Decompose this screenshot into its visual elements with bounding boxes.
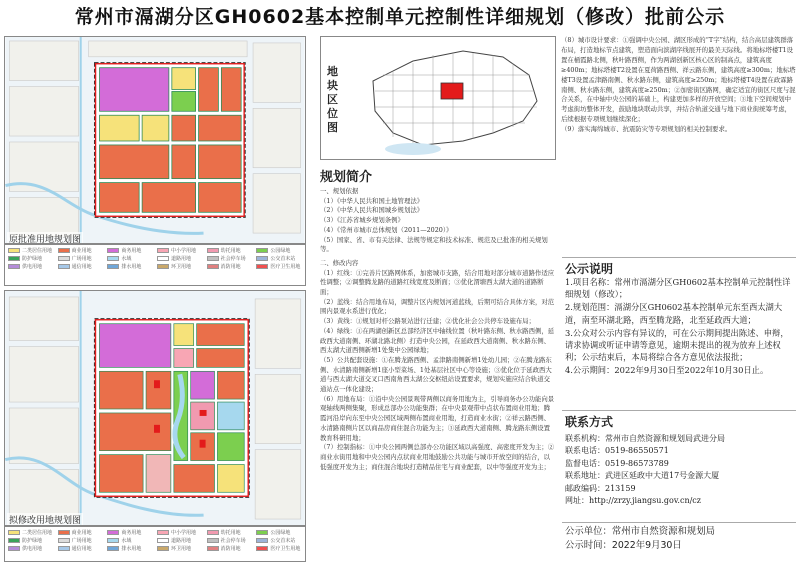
legend-item (58, 529, 104, 536)
content-heading: 二、修改内容 (320, 258, 359, 267)
legend-swatch (8, 538, 20, 543)
legend-item (8, 529, 54, 536)
commercial-block (142, 183, 195, 213)
legend-swatch (107, 248, 119, 253)
basis-item: （2）《中华人民共和国城乡规划法》 (320, 206, 424, 215)
legend-item (8, 247, 54, 254)
legend-label: 防护绿地 (22, 256, 43, 262)
legend-item (157, 537, 203, 544)
plan-summary-heading: 规划简介 (320, 170, 373, 185)
legend-swatch (58, 248, 70, 253)
residential-block (100, 115, 140, 141)
legend-label: 供电用地 (22, 264, 43, 270)
legend-label: 消防用地 (220, 264, 241, 270)
commercial-block (172, 115, 196, 141)
legend-label: 商务用地 (121, 248, 142, 254)
legend-swatch (58, 530, 70, 535)
contact-address: 联系地址：武进区延政中大道17号金源大厦 (565, 471, 720, 481)
content-item: （5）公共配套设施：①在腾龙路西侧、孟津路南侧新增1处幼儿园；②在腾龙路东侧、水清路南侧新增1座小型菜场、1处基层社区中心等设施；③优化位于延政西大道与西太湖大道交叉口西南角西太湖公交枢纽站设置要求，规划实施应结合轨道交通站点一体化建设； (320, 355, 552, 394)
legend-label: 排水用地 (121, 546, 142, 552)
basis-item: （4）《常州市城市总体规划（2011—2020）》 (320, 225, 453, 234)
signature (565, 525, 795, 553)
legend-label: 幼托用地 (220, 530, 241, 536)
commercial-block (99, 371, 143, 409)
legend-item (107, 263, 153, 270)
legend-label: 防护绿地 (22, 538, 43, 544)
proposed-map-caption: 拟修改用地规划图 (7, 513, 83, 526)
publisher: 公示单位：常州市自然资源和规划局 (565, 526, 716, 537)
proposed-map-graphic (5, 291, 305, 525)
legend-item (207, 537, 253, 544)
legend-item (157, 529, 203, 536)
legend-item (8, 255, 54, 262)
legend-label: 通信用地 (71, 546, 92, 552)
notice-item: 2.规划范围：滆湖分区GH0602基本控制单元东至西太湖大道，南至环湖北路，西至腾龙路，北至延政西大道； (565, 302, 783, 325)
requirement-item: （9）落实海绵城市、抗震防灾等专项规划的相关控制要求。 (561, 125, 732, 134)
legend-swatch (157, 248, 169, 253)
lake (385, 143, 441, 155)
legend-swatch (107, 530, 119, 535)
legend-item (8, 263, 54, 270)
legend-item (207, 255, 253, 262)
legend-swatch (8, 530, 20, 535)
legend-label: 医疗卫生用地 (270, 264, 301, 270)
commercial-block (199, 183, 242, 213)
legend-label: 通信用地 (71, 264, 92, 270)
commercial-block (197, 324, 245, 346)
legend-item (58, 545, 104, 552)
legend-swatch (107, 538, 119, 543)
legend-item (157, 263, 203, 270)
legend-item (107, 247, 153, 254)
legend-item (256, 247, 302, 254)
content-item: （2）蓝线：结合用地布局，调整片区内规划河道蓝线，后期可结合具体方案，对范围内景观水系进行优化； (320, 297, 555, 316)
green-block (172, 91, 196, 111)
legend-label: 中小学用地 (171, 248, 197, 254)
legend-swatch (207, 538, 219, 543)
legend-item (256, 537, 302, 544)
legend-swatch (256, 248, 268, 253)
notice-item: 3.公众对公示内容有异议的，可在公示期间提出陈述、申辩，请求协调或听证申请等意见，逾期未提出的视为放弃上述权利；公示结束后，本局将综合各方意见依法报批； (565, 327, 789, 363)
contact-website-link[interactable]: 网址：http://zrzy.jiangsu.gov.cn/cz (565, 496, 701, 506)
legend-swatch (107, 264, 119, 269)
legend-label: 道路用地 (171, 256, 192, 262)
site-location-marker (441, 83, 463, 99)
publish-date: 公示时间：2022年9月30日 (565, 540, 682, 551)
residential-block (142, 115, 169, 141)
residential-block (217, 465, 244, 493)
legend-swatch (157, 264, 169, 269)
content-item: （6）用地布局：①沿中央公园景观带两侧以商务用地为主，引导商务办公功能向景观轴线两侧集聚，形成总部办公功能集群；在中央景观带中点状布置商业用地；腾霞河沿岸向东至中央公园区域两侧布置商业用地，打造商业水街；②祥云路西侧、水清路南侧片区以商品房商住混合功能为主；③延政西大道南侧、腾龙路东侧设置教育科研用地； (320, 394, 555, 442)
proposed-land-use-map (4, 290, 306, 526)
legend-grid-2 (5, 527, 305, 554)
legend-label: 环卫用地 (171, 264, 192, 270)
green-block (217, 433, 244, 461)
legend-swatch (157, 530, 169, 535)
legend-label: 水域 (121, 256, 132, 262)
legend-swatch (207, 256, 219, 261)
contact-heading: 联系方式 (565, 415, 614, 429)
business-block (191, 371, 215, 399)
commercial-block (146, 371, 171, 409)
plan-summary (320, 166, 556, 558)
proposed-map-legend (4, 526, 306, 562)
legend-item (58, 247, 104, 254)
legend-swatch (58, 256, 70, 261)
content-item: （7）控制指标：①中央公园两侧总部办公功能区域以高强度、高密度开发为主；②商业水街用地和中央公园内点状商业用地鼓励公共功能与城市开放空间的结合，以低强度开发为主；商住混合地块打造精品住宅与商业配套，以中等强度开发为主； (320, 443, 555, 471)
legend-swatch (107, 546, 119, 551)
legend-item (107, 537, 153, 544)
legend-swatch (157, 538, 169, 543)
legend-item (157, 247, 203, 254)
legend-item (58, 263, 104, 270)
legend-swatch (256, 538, 268, 543)
legend-label: 商业用地 (71, 530, 92, 536)
legend-item (107, 529, 153, 536)
legend-label: 消防用地 (220, 546, 241, 552)
notice-item: 1.项目名称：常州市滆湖分区GH0602基本控制单元控制性详细规划（修改）； (565, 277, 791, 300)
legend-label: 公园绿地 (270, 248, 291, 254)
basis-item: （3）《江苏省城乡规划条例》 (320, 216, 404, 225)
content-item: （4）绿线：①在两湖创新区总部经济区中轴线位置（秋叶路东侧、秋水路西侧，延政西大道南侧、环湖北路北侧）打造中央公园，在延政西大道南侧、秋水路东侧、西太湖大道西侧新增1处集中公园绿地； (320, 326, 555, 355)
location-map-graphic (353, 41, 551, 157)
original-land-use-map (4, 36, 306, 244)
original-map-legend (4, 244, 306, 286)
legend-label: 商业用地 (71, 248, 92, 254)
legend-swatch (256, 546, 268, 551)
legend-grid-1 (5, 245, 305, 272)
plan-summary-body (320, 187, 556, 472)
legend-label: 二类居住用地 (22, 530, 53, 536)
legend-item (256, 545, 302, 552)
notice-item: 4.公示期间：2022年9月30日至2022年10月30日止。 (565, 365, 769, 376)
contact-org: 联系机构：常州市自然资源和规划局武进分局 (565, 434, 725, 443)
legend-label: 医疗卫生用地 (270, 546, 301, 552)
business-block (100, 68, 169, 112)
notice-heading: 公示说明 (565, 262, 614, 276)
legend-swatch (256, 264, 268, 269)
contact-body (565, 433, 795, 507)
legend-swatch (8, 546, 20, 551)
legend-label: 公交首末站 (270, 256, 296, 262)
residential-block (174, 324, 194, 346)
commercial-block (217, 371, 244, 399)
legend-label: 社会停车场 (220, 538, 246, 544)
legend-label: 排水用地 (121, 264, 142, 270)
page-title: 常州市滆湖分区GH0602基本控制单元控制性详细规划（修改）批前公示 (74, 6, 726, 28)
contact-supervision-phone: 监督电话：0519-86573789 (565, 458, 669, 468)
legend-label: 中小学用地 (171, 530, 197, 536)
legend-item (58, 255, 104, 262)
urban-design-requirements (561, 36, 796, 256)
legend-swatch (256, 530, 268, 535)
legend-item (157, 255, 203, 262)
legend-swatch (8, 256, 20, 261)
commercial-block (100, 183, 140, 213)
requirement-item: （8）城市设计要求：①强调中央公园、湖区形成的“T字”结构，结合高层建筑群落布局，打造地标节点建筑，塑造面向滨湖序线展开的最美天际线。将地标塔楼T1设置在桶霞路北侧，秋叶路西侧，作为两湖创新区核心区的制高点，建筑高度≥400m；地标塔楼T2设置在夏荷路西侧、祥云路东侧，建筑高度≥300m；地标塔楼T3设置孟津路南侧、秋水路东侧，建筑高度≥250m；地标塔楼T4设置在政霖路南侧、秋水路东侧，建筑高度≥250m；②加密街区路网，确定适宜的街区尺度与混合关系，在中轴中央公园的基础上，构建更加多样的开放空间；③地下空间规划中考虑街坊整体开发，鼓励地块联动共享，并结合轨道交通与地下商业街统筹考虑，后续根据专项规划继续深化； (561, 36, 796, 124)
content-item: （1）红线：①完善片区路网体系，加密城市支路，结合用地对部分城市道路作适应性调整；②调整腾龙路的道路红线宽度及断面；③优化渭塘西太湖大道的道路断面； (320, 268, 555, 297)
legend-item (256, 263, 302, 270)
legend-swatch (207, 546, 219, 551)
commercial-block (199, 145, 242, 179)
divider (562, 257, 796, 258)
residential-block (172, 68, 196, 90)
legend-label: 环卫用地 (171, 546, 192, 552)
contact-phone: 联系电话：0519-86550571 (565, 446, 669, 456)
legend-label: 广场用地 (71, 256, 92, 262)
legend-item (58, 537, 104, 544)
legend-swatch (58, 546, 70, 551)
basis-item: （1）《中华人民共和国土地管理法》 (320, 196, 424, 205)
legend-item (8, 537, 54, 544)
legend-swatch (207, 264, 219, 269)
legend-label: 水域 (121, 538, 132, 544)
water-block (217, 402, 244, 430)
legend-item (207, 263, 253, 270)
legend-item (207, 529, 253, 536)
legend-swatch (58, 538, 70, 543)
commercial-block (221, 68, 241, 112)
location-map-label: 地块区位图 (327, 65, 338, 134)
school-block (174, 349, 194, 368)
legend-swatch (8, 248, 20, 253)
commercial-block (99, 413, 170, 451)
legend-item (207, 247, 253, 254)
legend-swatch (207, 530, 219, 535)
legend-label: 供电用地 (22, 546, 43, 552)
divider (562, 410, 796, 411)
legend-item (256, 255, 302, 262)
commercial-block (146, 455, 171, 493)
commercial-block (100, 145, 169, 179)
legend-label: 公园绿地 (270, 530, 291, 536)
legend-swatch (8, 264, 20, 269)
basis-heading: 一、规划依据 (320, 187, 359, 195)
legend-swatch (256, 256, 268, 261)
legend-swatch (157, 546, 169, 551)
legend-swatch (157, 256, 169, 261)
commercial-block (99, 455, 143, 493)
original-map-graphic (5, 37, 305, 243)
legend-label: 幼托用地 (220, 248, 241, 254)
legend-swatch (207, 248, 219, 253)
legend-label: 二类居住用地 (22, 248, 53, 254)
legend-item (107, 255, 153, 262)
legend-swatch (58, 264, 70, 269)
location-map-panel (320, 36, 556, 160)
commercial-block (199, 115, 242, 141)
legend-swatch (107, 256, 119, 261)
legend-label: 广场用地 (71, 538, 92, 544)
legend-item (107, 545, 153, 552)
original-map-caption: 原批准用地规划图 (7, 232, 83, 244)
divider (562, 522, 796, 523)
content-item: （3）黄线：①规划对杆公路泵站进行迁建；②优化社会公共停车设施布局； (320, 317, 535, 326)
notice-body (565, 276, 795, 378)
legend-label: 社会停车场 (220, 256, 246, 262)
business-block (99, 324, 170, 368)
contact-postcode: 邮政编码：213159 (565, 483, 636, 493)
legend-item (256, 529, 302, 536)
legend-label: 商务用地 (121, 530, 142, 536)
basis-item: （5）国家、省、市有关法律、法规等规定和技术标准、规范及已批准的相关规划等。 (320, 235, 548, 254)
commercial-block (199, 68, 219, 112)
legend-item (207, 545, 253, 552)
legend-label: 公交首末站 (270, 538, 296, 544)
commercial-block (197, 349, 245, 368)
commercial-block (174, 465, 215, 493)
legend-label: 道路用地 (171, 538, 192, 544)
legend-item (157, 545, 203, 552)
legend-item (8, 545, 54, 552)
commercial-block (172, 145, 196, 179)
